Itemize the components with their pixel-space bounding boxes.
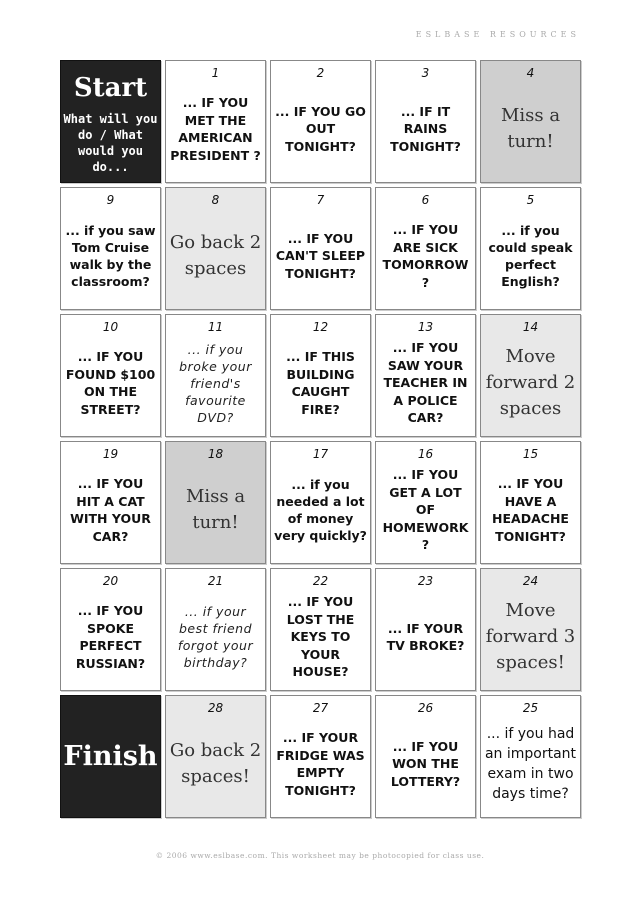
board-square-28: [165, 695, 266, 818]
square-number: 1: [211, 66, 220, 80]
square-number: 14: [522, 320, 539, 334]
square-action: Go back 2 spaces!: [169, 740, 262, 787]
square-number: 4: [526, 66, 535, 80]
square-number: 12: [312, 320, 329, 334]
square-number: 9: [106, 193, 115, 207]
board-square-13: [375, 314, 476, 437]
square-prompt: ... if you had an important exam in two days time?: [484, 726, 577, 802]
board-square-26: [375, 695, 476, 818]
square-prompt: ... IF YOU GO OUT TONIGHT?: [275, 103, 366, 154]
square-prompt: ... IF YOU MET THE AMERICAN PRESIDENT ?: [170, 95, 261, 163]
board-square-14: [480, 314, 581, 437]
square-number: 2: [316, 66, 325, 80]
square-prompt: ... IF YOU WON THE LOTTERY?: [390, 738, 461, 789]
square-number: 28: [207, 701, 224, 715]
square-prompt: ... IF YOUR FRIDGE WAS EMPTY TONIGHT?: [276, 730, 365, 798]
square-prompt: ... if you could speak perfect English?: [488, 223, 573, 289]
board-square-2: [270, 60, 371, 183]
square-number: 16: [417, 447, 434, 461]
board-square-11: [165, 314, 266, 437]
board-square-12: [270, 314, 371, 437]
square-prompt: ... IF YOU ARE SICK TOMORROW ?: [382, 222, 469, 290]
square-number: 6: [421, 193, 430, 207]
square-number: 7: [316, 193, 325, 207]
board-square-9: [60, 187, 161, 310]
square-prompt: ... IF YOU HAVE A HEADACHE TONIGHT?: [492, 476, 569, 544]
square-prompt: ... if you saw Tom Cruise walk by the classroom?: [65, 223, 156, 289]
square-prompt: ... IF YOU HIT A CAT WITH YOUR CAR?: [70, 476, 151, 544]
square-number: 21: [207, 574, 224, 588]
square-number: 27: [312, 701, 329, 715]
square-prompt: ... IF IT RAINS TONIGHT?: [390, 103, 461, 154]
board-square-3: [375, 60, 476, 183]
board-square-21: [165, 568, 266, 691]
square-number: 19: [102, 447, 119, 461]
square-action: Go back 2 spaces: [169, 232, 262, 279]
square-number: 3: [421, 66, 430, 80]
square-action: Move forward 3 spaces!: [485, 600, 576, 673]
square-number: 8: [211, 193, 220, 207]
board-square-15: [480, 441, 581, 564]
board-square-4: [480, 60, 581, 183]
finish-title: Finish: [63, 741, 158, 772]
board-square-25: [480, 695, 581, 818]
board-square-16: [375, 441, 476, 564]
board-square-1: [165, 60, 266, 183]
board-square-7: [270, 187, 371, 310]
board-square-18: [165, 441, 266, 564]
game-board: [60, 60, 581, 818]
square-prompt: ... if you broke your friend's favourite DVD?: [179, 341, 252, 425]
square-prompt: ... IF YOU GET A LOT OF HOMEWORK ?: [382, 467, 469, 553]
square-action: Miss a turn!: [500, 105, 561, 152]
square-number: 11: [207, 320, 224, 334]
board-square-22: [270, 568, 371, 691]
start-square: [60, 60, 161, 183]
board-square-5: [480, 187, 581, 310]
start-title: Start: [73, 73, 148, 103]
square-number: 5: [526, 193, 535, 207]
square-number: 23: [417, 574, 434, 588]
board-square-20: [60, 568, 161, 691]
board-square-17: [270, 441, 371, 564]
square-number: 20: [102, 574, 119, 588]
square-number: 25: [522, 701, 539, 715]
square-prompt: ... IF YOU LOST THE KEYS TO YOUR HOUSE?: [286, 594, 355, 680]
square-prompt: ... IF YOU CAN'T SLEEP TONIGHT?: [275, 230, 366, 281]
board-square-23: [375, 568, 476, 691]
square-number: 26: [417, 701, 434, 715]
square-number: 10: [102, 320, 119, 334]
square-prompt: ... IF YOU SPOKE PERFECT RUSSIAN?: [75, 603, 146, 671]
square-prompt: ... IF YOUR TV BROKE?: [386, 620, 465, 653]
finish-square: [60, 695, 161, 818]
publisher-header: ESLBASE RESOURCES: [415, 30, 580, 39]
board-square-19: [60, 441, 161, 564]
square-action: Move forward 2 spaces: [485, 346, 576, 419]
square-number: 22: [312, 574, 329, 588]
square-prompt: ... if you needed a lot of money very quickly?: [274, 477, 367, 543]
square-action: Miss a turn!: [185, 486, 246, 533]
square-number: 24: [522, 574, 539, 588]
board-square-10: [60, 314, 161, 437]
square-number: 15: [522, 447, 539, 461]
square-prompt: ... if your best friend forgot your birthday?: [177, 604, 254, 670]
copyright-footer: © 2006 www.eslbase.com. This worksheet may be photocopied for class use.: [155, 851, 485, 860]
square-number: 18: [207, 447, 224, 461]
board-square-27: [270, 695, 371, 818]
square-prompt: ... IF YOU SAW YOUR TEACHER IN A POLICE CAR?: [383, 340, 468, 426]
square-prompt: ... IF YOU FOUND $100 ON THE STREET?: [65, 349, 156, 417]
board-square-24: [480, 568, 581, 691]
start-subtitle: What will you do / What would you do...: [63, 112, 158, 174]
square-prompt: ... IF THIS BUILDING CAUGHT FIRE?: [286, 349, 355, 417]
square-number: 17: [312, 447, 329, 461]
square-number: 13: [417, 320, 434, 334]
board-square-8: [165, 187, 266, 310]
board-square-6: [375, 187, 476, 310]
